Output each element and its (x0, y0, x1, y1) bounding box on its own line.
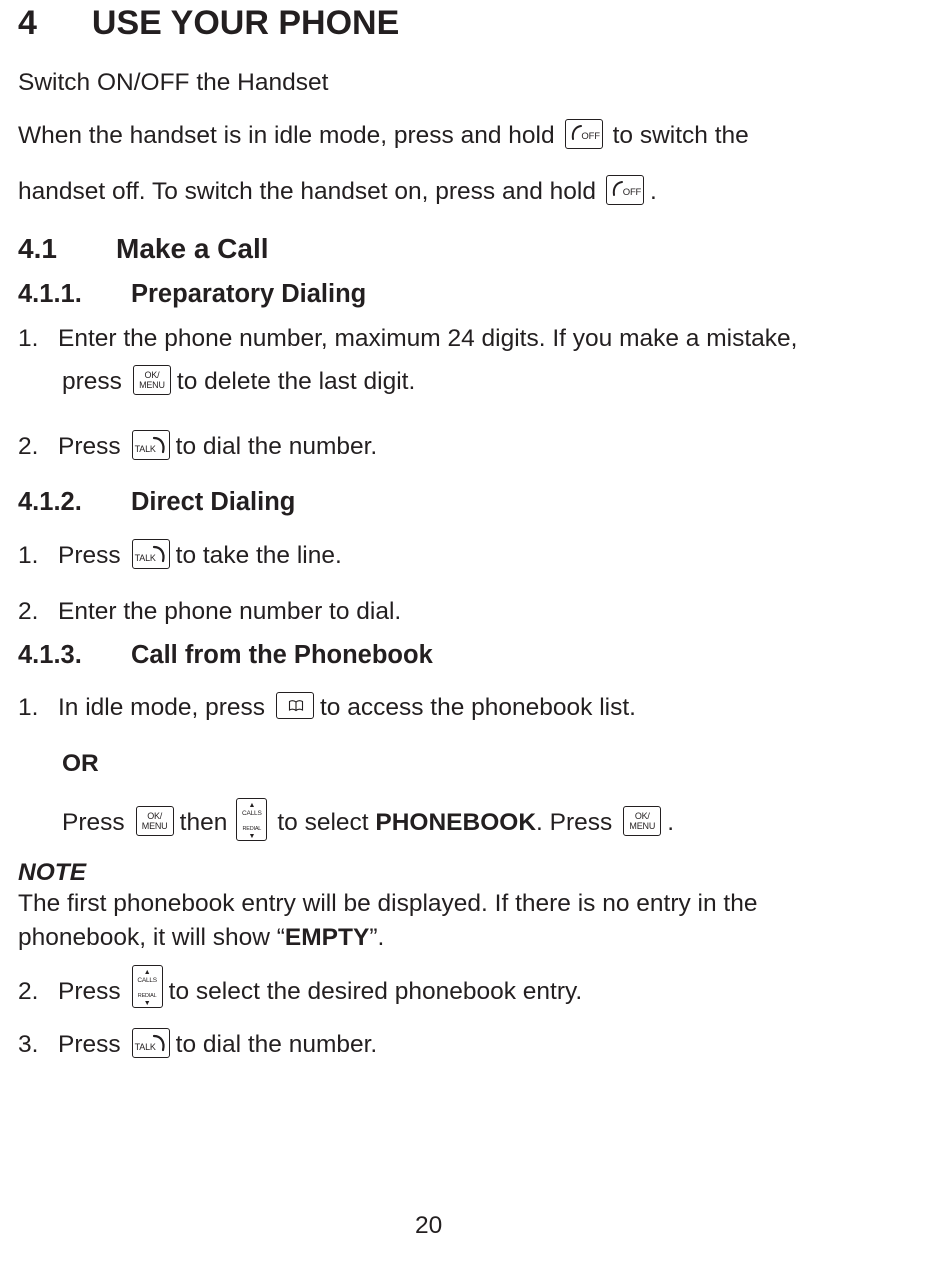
off-key-icon: OFF (565, 119, 603, 149)
list-item: 2. Press ▲ CALLS REDIAL ▼ to select the desired phonebook entry. (18, 971, 582, 1014)
list-item-continuation: press OK/ MENU to delete the last digit. (62, 367, 415, 398)
phonebook-key-icon (276, 692, 314, 719)
subsection-heading-4-1-3: 4.1.3. Call from the Phonebook (18, 641, 433, 669)
list-item: 1. Enter the phone number, maximum 24 digits. If you make a mistake, (18, 325, 798, 352)
chapter-number: 4 (18, 4, 37, 42)
talk-key-icon: TALK (132, 539, 170, 569)
list-item: 3. Press TALK to dial the number. (18, 1030, 377, 1061)
switch-line-1: When the handset is in idle mode, press and hold OFF to switch the (18, 121, 749, 152)
ok-menu-key-icon: OK/ MENU (133, 365, 171, 395)
note-text-line-2: phonebook, it will show “EMPTY”. (18, 924, 385, 951)
subsection-heading-4-1-1: 4.1.1. Preparatory Dialing (18, 280, 367, 308)
subsection-heading-4-1-2: 4.1.2. Direct Dialing (18, 488, 296, 516)
or-label: OR (62, 750, 99, 777)
list-item: 2. Press TALK to dial the number. (18, 432, 377, 463)
page-number: 20 (415, 1212, 443, 1239)
chapter-heading (18, 3, 399, 43)
alternative-instruction: Press OK/ MENU then ▲ CALLS REDIAL ▼ to select PHONEBOOK. Press OK/ MENU . (62, 802, 674, 845)
list-item: 1. In idle mode, press to access the phonebook list. (18, 694, 636, 721)
list-item: 1. Press TALK to take the line. (18, 541, 342, 572)
calls-redial-key-icon: ▲ CALLS REDIAL ▼ (236, 798, 267, 841)
talk-key-icon: TALK (132, 430, 170, 460)
talk-key-icon: TALK (132, 1028, 170, 1058)
note-text-line-1: The first phonebook entry will be displayed. If there is no entry in the (18, 890, 758, 917)
switch-heading: Switch ON/OFF the Handset (18, 69, 329, 96)
switch-line-2: handset off. To switch the handset on, press and hold OFF . (18, 177, 657, 208)
calls-redial-key-icon: ▲ CALLS REDIAL ▼ (132, 965, 163, 1008)
ok-menu-key-icon: OK/ MENU (136, 806, 174, 836)
off-key-icon: OFF (606, 175, 644, 205)
section-heading-4-1: 4.1 Make a Call (18, 233, 269, 264)
note-label: NOTE (18, 859, 87, 886)
chapter-title: USE YOUR PHONE (91, 4, 400, 42)
ok-menu-key-icon: OK/ MENU (623, 806, 661, 836)
list-item: 2. Enter the phone number to dial. (18, 598, 402, 625)
